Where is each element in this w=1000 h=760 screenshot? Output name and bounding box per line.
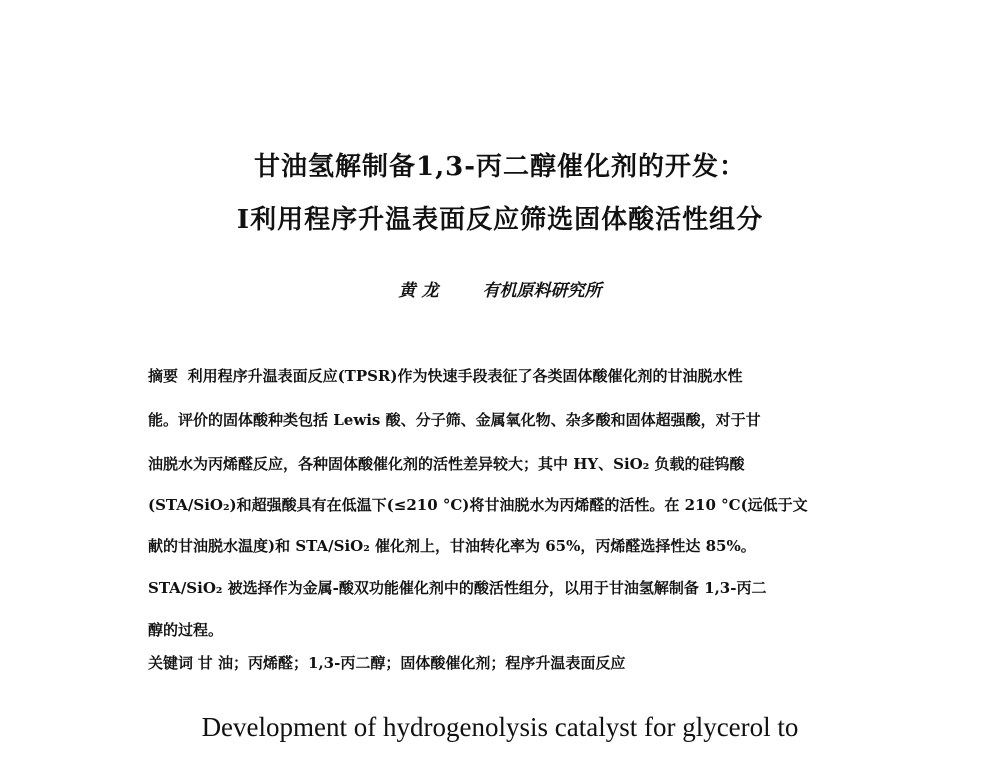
author-affiliation: 有机原料研究所 (482, 281, 602, 301)
abstract-line: STA/SiO₂ 被选择作为金属-酸双功能催化剂中的酸活性组分，以用于甘油氢解制备 1,3-丙二 (148, 579, 767, 597)
title-line-2: Ⅰ利用程序升温表面反应筛选固体酸活性组分 (236, 205, 764, 235)
abstract-line: 油脱水为丙烯醛反应，各种固体酸催化剂的活性差异较大；其中 HY、SiO₂ 负载的硅钨酸 (148, 455, 745, 473)
abstract-text: 利用程序升温表面反应(TPSR)作为快速手段表征了各类固体酸催化剂的甘油脱水性 (187, 367, 743, 385)
author-block (0, 276, 1000, 301)
keywords-line (148, 652, 625, 673)
abstract-line: 醇的过程。 (148, 621, 224, 639)
keywords-text: 甘 油；丙烯醛；1,3-丙二醇；固体酸催化剂；程序升温表面反应 (197, 654, 626, 672)
english-title: Development of hydrogenolysis catalyst for glycerol to (201, 712, 799, 742)
abstract-line: 能。评价的固体酸种类包括 Lewis 酸、分子筛、金属氧化物、杂多酸和固体超强酸，对于甘 (148, 411, 761, 429)
title-line-1: 甘油氢解制备1,3-丙二醇催化剂的开发： (253, 152, 747, 182)
abstract-line: (STA/SiO₂)和超强酸具有在低温下(≤210 °C)将甘油脱水为丙烯醛的活性。在 210 °C(远低于文 (148, 496, 808, 514)
abstract-label: 摘要 (148, 367, 179, 385)
keywords-label: 关键词 (148, 654, 194, 672)
abstract-line (148, 365, 743, 386)
abstract-line: 献的甘油脱水温度)和 STA/SiO₂ 催化剂上，甘油转化率为 65%，丙烯醛选择性达 85%。 (148, 537, 756, 555)
author-name: 黄 龙 (398, 281, 439, 301)
